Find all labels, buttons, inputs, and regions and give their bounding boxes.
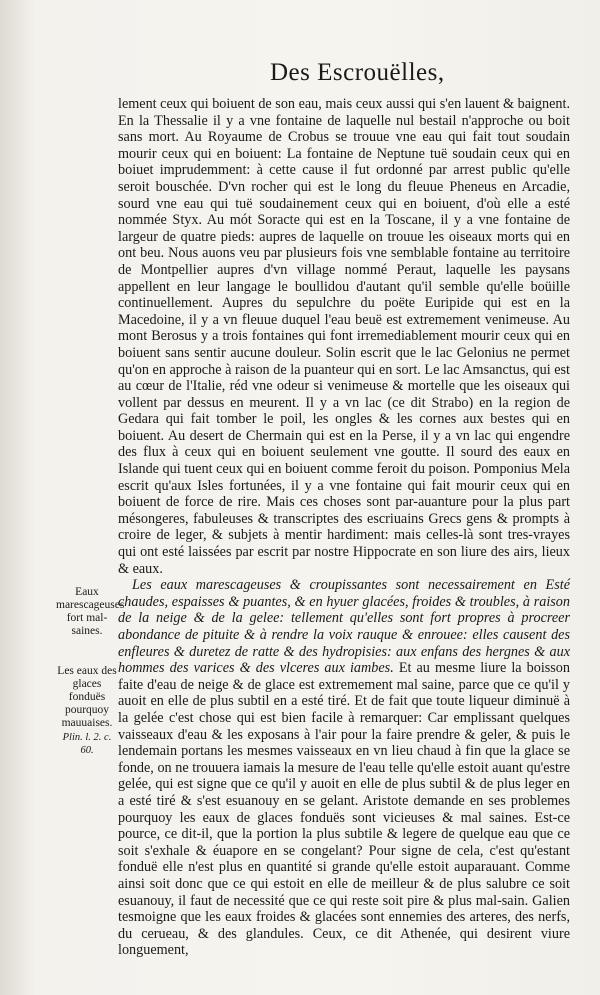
main-text-column (118, 96, 570, 959)
margin-note-text: Les eaux des glaces fonduës pourquoy mauuaises. (57, 665, 117, 729)
italic-quote: Les eaux marescageuses & croupissantes sont necessairement en Esté chaudes, espaisses & puantes, & en hyuer glacées, froides & troubles, à raison de la neige & de la gelee: tellement qu'elles sont fort propres à procreer abondance de pituite & à rendre la voix rauque & enrouee: elles causent des enfleures & duretez de ratte & des hydropisies: aux enfans des hergnes & aux hommes des varices & des vlceres aux iambes. (118, 577, 570, 677)
margin-note-reference: Plin. l. 2. c. 60. (62, 732, 112, 756)
hippocrates-quote (118, 577, 570, 959)
running-head: Des Escrouëlles, (270, 59, 445, 86)
margin-note-marsh-waters (56, 586, 125, 638)
margin-note-ice-waters (56, 665, 118, 757)
margin-note-text: Eaux marescageuses fort mal-saines. (56, 586, 125, 637)
paragraph-water-sources: lement ceux qui boiuent de son eau, mais ceux aussi qui s'en lauent & baignent. En la Thessalie il y a vne fontaine de laquelle nul bestail n'approche ou boit sans mort. Au Royaume de Crobus se trouue vne eau qui fait tout soudain mourir ceux qui en boiuent: La fontaine de Neptune tuë soudain ceux qui en boiuet imprudemment: à cette cause il fut ordonné par arrest public qu'elle seroit bouschée. D'vn rocher qui est le long du fleuue Pheneus en Arcadie, sourd vne eau qui tuë soudainement ceux qui en boiuent, d'où elle a esté nommée Styx. Au mót Soracte qui est en la Toscane, il y a vne fontaine de largeur de quatre pieds: aupres de laquelle on trouue les oiseaux morts qui en ont beu. Nous auons veu par plusieurs fois vne semblable fontaine au territoire de Montpellier aupres d'vn village nommé Peraut, laquelle les paysans appellent en leur langage le boullidou d'autant qu'il semble qu'elle boüille continuellement. Aupres du sepulchre du poëte Euripide qui est en la Macedoine, il y a vn fleuue duquel l'eau beuë est extremement venimeuse. Au mont Berosus y a trois fontaines qui font irremediablement mourir ceux qui en boiuent sans sentir aucune douleur. Solin escrit que le lac Gelonius ne permet qu'on en approche à raison de la puanteur qui en sort. Le lac Amsanctus, qui est au cœur de l'Italie, réd vne odeur si venimeuse & mortelle que les oiseaux qui vollent par dessus en meurent. Il y a vn lac (ce dit Strabo) en la region de Gedara qui fait tomber le poil, les ongles & les cornes aux bestes qui en boiuent. Au desert de Chermain qui est en la Perse, il y a vn lac qui engendre des flux à ceux qui en boiuent seulement vne goutte. Il sourd des eaux en Islande qui tuent ceux qui en boiuent comme feroit du poison. Pomponius Mela escrit qu'aux Isles fortunées, il y a vne fontaine qui fait mourir ceux qui en boiuent de force de rire. Mais ces choses sont par-auanture pour la plus part mésongeres, fabuleuses & transcriptes des escriuains Grecs gens & prompts à croire de leger, & subjets à mentir hardiment: mais celles-là sont tres-vrayes qui ont esté laissées par escrit par nostre Hippocrate en son liure des airs, lieux & eaux. (118, 96, 570, 577)
paragraph-freezing: Et de fait que toute liqueur diminuë à la gelée c'est chose qui est bien facile à remarquer: Car emplissant quelques vaisseaux d'eau & les exposans à l'air pour la faire prendre & geler, & puis le lendemain portans les mesmes vaisseaux en vn lieu chaud à fin que la glace se fonde, on ne trouuera iamais la mesure de l'eau telle qu'elle estoit auant qu'estre gelée, qui est signe que ce qu'il y auoit en elle de plus subtil & de plus leger en a esté tiré & s'est esuanouy en se gelant. Aristote demande en ses problemes pourquoy les eaux de glaces fonduës sont vicieuses & mal saines. Est-ce pource, ce dit-il, que la portion la plus subtile & legere de quelque eau que ce soit s'exhale & éuapore en se congelant? Pour signe de cela, c'est qu'estant fonduë elle n'est plus en quantité si grande qu'elle estoit auparauant. Comme ainsi soit donc que ce qui estoit en elle de meilleur & de plus salubre ce soit esuanouy, il faut de necessité que ce qui reste soit pire & plus mal-sain. Galien tesmoigne que les eaux froides & glacées sont ennemies des arteres, des nerfs, du cerueau, & des glandules. Ceux, ce dit Athenée, qui desirent viure longuement, (118, 693, 571, 959)
paragraph-snow-water: Et au mesme liure la boisson faite d'eau de neige & de glace est extremement mal saine, parce que ce qu'il y auoit en elle de plus subtil en a esté tiré. (118, 660, 570, 710)
